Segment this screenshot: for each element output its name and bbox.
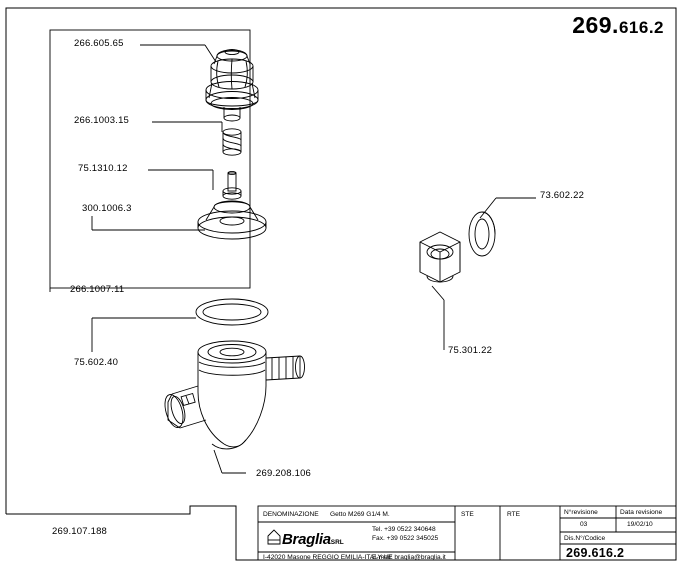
brand-name: BragliaSRL: [282, 531, 344, 548]
column-rte: RTE: [507, 511, 521, 518]
part-label-269-107-188: 269.107.188: [52, 526, 108, 537]
denominazione-label: DENOMINAZIONE: [263, 511, 319, 518]
part-label-75-301-22: 75.301.22: [448, 345, 493, 356]
part-label-266-1003-15: 266.1003.15: [74, 115, 130, 126]
revisione-value: 03: [580, 521, 588, 528]
dis-label: Dis.N°/Codice: [564, 535, 606, 542]
brand-suffix: SRL: [330, 539, 344, 546]
part-label-73-602-22: 73.602.22: [540, 190, 585, 201]
part-label-300-1006-3: 300.1006.3: [82, 203, 132, 214]
company-address: I-42020 Masone REGGIO EMILIA-ITALY-UE: [263, 554, 393, 561]
part-label-266-1007-11: 266.1007.11: [70, 284, 125, 295]
company-tel: Tel. +39 0522 340648: [372, 526, 436, 533]
company-email: E-mail: braglia@braglia.it: [372, 554, 446, 561]
data-revisione-label: Data revisione: [620, 509, 663, 516]
part-label-266-605-65: 266.605.65: [74, 38, 124, 49]
part-label-269-208-106: 269.208.106: [256, 468, 312, 479]
part-label-75-602-40: 75.602.40: [74, 357, 119, 368]
drawing-number-prefix: 269.: [572, 12, 619, 38]
data-revisione-value: 19/02/10: [627, 521, 653, 528]
part-label-75-1310-12: 75.1310.12: [78, 163, 128, 174]
column-ste: STE: [461, 511, 474, 518]
drawing-number: [572, 12, 664, 39]
company-fax: Fax. +39 0522 345025: [372, 535, 439, 542]
denominazione-value: Getto M269 G1/4 M.: [330, 511, 390, 518]
drawing-number-suffix: 616.2: [618, 18, 664, 37]
revisione-label: N°revisione: [564, 509, 598, 516]
dis-value: 269.616.2: [566, 546, 625, 560]
